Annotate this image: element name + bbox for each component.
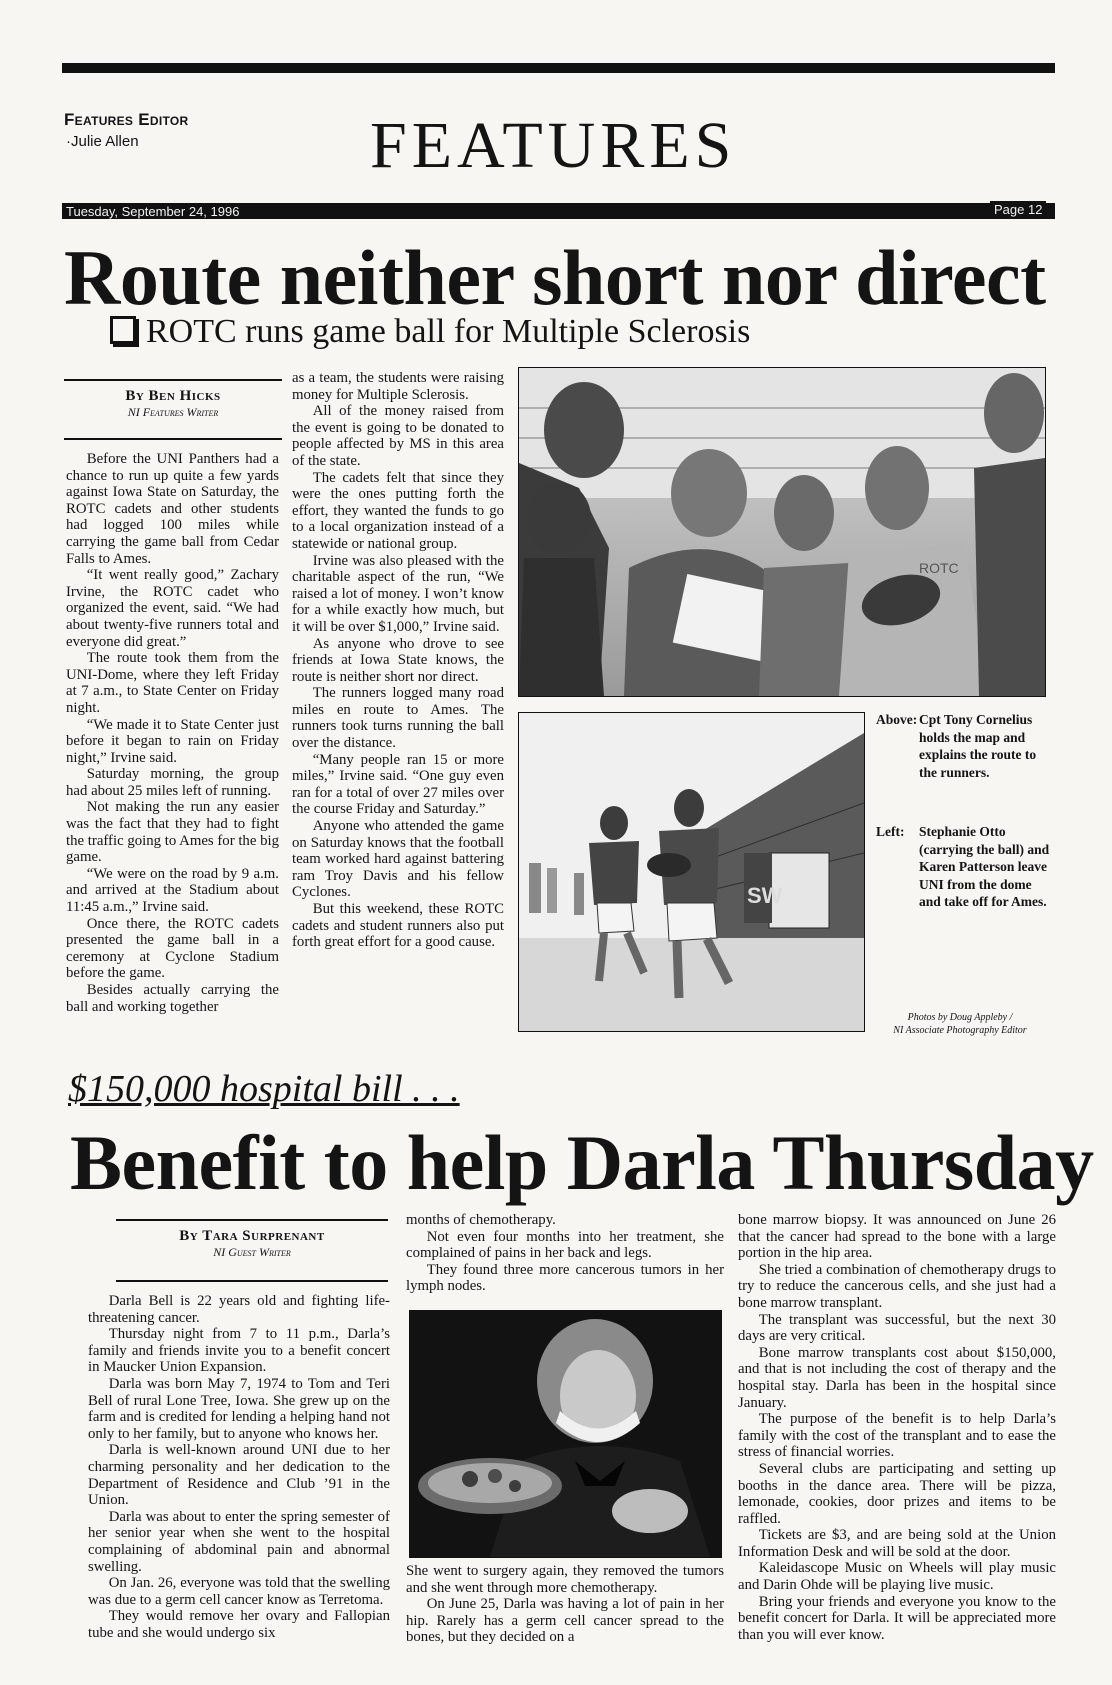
paragraph: The cadets felt that since they were the ones putting forth the effort, they wanted the funds to go to a local organization instead of a statewide or national group. <box>292 469 504 552</box>
paragraph: “It went really good,” Zachary Irvine, the ROTC cadet who organized the event, said. “We had about twenty-five runners total and everyone did great.” <box>66 567 279 650</box>
paragraph: The purpose of the benefit is to help Darla’s family with the cost of the transplant and to ease the stress of financial worries. <box>738 1411 1056 1461</box>
story2-column-1 <box>88 1293 390 1641</box>
paragraph: Anyone who attended the game on Saturday knows that the football team worked hard against battering ram Troy Davis and his fellow Cyclones. <box>292 818 504 901</box>
paragraph: Darla was born May 7, 1974 to Tom and Teri Bell of rural Lone Tree, Iowa. She grew up on the farm and is credited for lending a helping hand not only to her family, but to anyone who knows her. <box>88 1375 390 1442</box>
byline-rule-bottom <box>64 438 282 440</box>
editor-name: Julie Allen <box>71 133 139 150</box>
photo-bottom-sign: SW <box>747 883 783 908</box>
section-title: FEATURES <box>370 109 737 182</box>
caption-above-text: Cpt Tony Cornelius holds the map and explains the route to the runners. <box>919 712 1037 780</box>
paragraph: as a team, the students were raising money for Multiple Sclerosis. <box>292 370 504 403</box>
paragraph: Saturday morning, the group had about 25 miles left of running. <box>66 766 279 799</box>
byline2-rule-bottom <box>116 1280 388 1282</box>
story2-column-3 <box>738 1212 1056 1643</box>
photo-credit-line-2: NI Associate Photography Editor <box>893 1025 1027 1036</box>
byline-title: NI Features Writer <box>127 405 219 419</box>
photo-credit <box>870 1011 1050 1037</box>
paragraph: Darla Bell is 22 years old and fighting life-threatening cancer. <box>88 1293 390 1326</box>
paragraph: months of chemotherapy. <box>406 1212 556 1228</box>
paragraph: The route took them from the UNI-Dome, where they left Friday at 7 a.m., to State Center on Friday night. <box>66 650 279 716</box>
paragraph: “Many people ran 15 or more miles,” Irvine said. “One guy even ran for a total of over 27 miles over the course Friday and Saturday.” <box>292 751 504 818</box>
byline-block <box>64 388 282 420</box>
headline-route: Route neither short nor direct <box>64 234 1046 321</box>
byline-rule-top <box>64 379 282 381</box>
photo-cadets-map <box>518 367 1046 697</box>
byline-author: By Ben Hicks <box>125 388 221 404</box>
caption-left-text: Stephanie Otto (carrying the ball) and Karen Patterson leave UNI from the dome and take off for Ames. <box>919 824 1050 909</box>
subhead: ROTC runs game ball for Multiple Sclerosis <box>146 313 751 350</box>
editor-label: Features Editor <box>64 110 189 129</box>
story1-column-2 <box>292 370 504 951</box>
paragraph: Not even four months into her treatment, she complained of pains in her back and legs. <box>406 1228 724 1262</box>
caption-above <box>876 711 1051 781</box>
top-rule <box>62 63 1055 73</box>
story2-column-2-top <box>406 1212 724 1295</box>
editor-name-line <box>66 133 139 150</box>
story2-column-2-bottom <box>406 1563 724 1646</box>
subhead-line <box>110 312 750 352</box>
paragraph: She tried a combination of chemotherapy drugs to try to reduce the cancerous cells, and she just had a bone marrow transplant. <box>738 1261 1056 1311</box>
photo-darla-graphic <box>410 1311 721 1557</box>
bullet: · <box>66 133 71 150</box>
caption-above-label: Above: <box>876 712 918 727</box>
byline2-author: By Tara Surprenant <box>179 1228 325 1244</box>
photo-cadets-map-graphic <box>519 368 1045 696</box>
paragraph: The transplant was successful, but the next 30 days are very critical. <box>738 1311 1056 1345</box>
paragraph: “We made it to State Center just before it began to rain on Friday night,” Irvine said. <box>66 716 279 766</box>
paragraph: Bone marrow transplants cost about $150,000, and that is not including the cost of therapy and the hospital stay. Darla has been in the hospital since January. <box>738 1344 1056 1411</box>
checkbox-square-icon <box>110 316 136 344</box>
photo-runners <box>518 712 865 1032</box>
paragraph: As anyone who drove to see friends at Iowa State knows, the route is neither short nor direct. <box>292 635 504 685</box>
paragraph: Several clubs are participating and setting up booths in the dance area. There will be pizza, lemonade, cookies, door prizes and items to be raffled. <box>738 1460 1056 1527</box>
paragraph: The runners logged many road miles en route to Ames. The runners took turns running the ball over the distance. <box>292 685 504 752</box>
kicker: $150,000 hospital bill . . . <box>68 1068 460 1110</box>
paragraph: Darla was about to enter the spring semester of her senior year when she went to the hospital complaining of abdominal pain and abnormal swelling. <box>88 1508 390 1575</box>
paragraph: Besides actually carrying the ball and working together <box>66 982 279 1015</box>
paragraph: They would remove her ovary and Fallopian tube and she would undergo six <box>88 1608 390 1641</box>
byline2-block <box>116 1228 388 1260</box>
date-label: Tuesday, September 24, 1996 <box>66 204 240 219</box>
paragraph: “We were on the road by 9 a.m. and arrived at the Stadium about 11:45 a.m.,” Irvine said. <box>66 865 279 916</box>
paragraph: But this weekend, these ROTC cadets and student runners also put forth great effort for a good cause. <box>292 901 504 951</box>
photo-credit-line-1: Photos by Doug Appleby / <box>907 1012 1013 1023</box>
paragraph: Bring your friends and everyone you know to the benefit concert for Darla. It will be appreciated more than you will ever know. <box>738 1593 1056 1643</box>
paragraph: Kaleidascope Music on Wheels will play music and Darin Ohde will be playing live music. <box>738 1560 1056 1594</box>
byline2-rule-top <box>116 1219 388 1221</box>
paragraph: On Jan. 26, everyone was told that the swelling was due to a germ cell cancer know as Terretoma. <box>88 1575 390 1608</box>
paragraph: She went to surgery again, they removed the tumors and she went through more chemotherapy. <box>406 1563 724 1596</box>
paragraph: Tickets are $3, and are being sold at the Union Information Desk and will be sold at the door. <box>738 1527 1056 1560</box>
photo-runners-graphic <box>519 713 864 1031</box>
paragraph: bone marrow biopsy. It was announced on June 26 that the cancer had spread to the bone with a large portion in the hip area. <box>738 1212 1056 1262</box>
paragraph: Before the UNI Panthers had a chance to run up quite a few yards against Iowa State on Saturday, the ROTC cadets and other students had logged 100 miles while carrying the game ball from Cedar Falls to Ames. <box>66 451 279 567</box>
headline-benefit: Benefit to help Darla Thursday <box>70 1119 1094 1206</box>
paragraph: All of the money raised from the event is going to be donated to people affected by MS in this area of the state. <box>292 403 504 469</box>
paragraph: On June 25, Darla was having a lot of pain in her hip. Rarely has a germ cell cancer spread to the bones, but they decided on a <box>406 1596 724 1646</box>
photo-top-sign: ROTC <box>919 560 959 576</box>
paragraph: Not making the run any easier was the fact that they had to fight the traffic going to Ames for the big game. <box>66 799 280 866</box>
caption-left <box>876 823 1051 911</box>
caption-left-label: Left: <box>876 824 905 839</box>
paragraph: Irvine was also pleased with the charitable aspect of the run, “We raised a lot of money. I won’t know for a while exactly how much, but it will be over $1,000,” Irvine said. <box>292 552 504 635</box>
paragraph: Darla is well-known around UNI due to her charming personality and her dedication to the Department of Residence and Club ’91 in the Union. <box>88 1442 390 1509</box>
page-number: Page 12 <box>990 201 1046 218</box>
paragraph: Once there, the ROTC cadets presented the game ball in a ceremony at Cyclone Stadium before the game. <box>66 915 279 982</box>
photo-darla <box>409 1310 722 1558</box>
paragraph: They found three more cancerous tumors in her lymph nodes. <box>406 1261 724 1295</box>
story1-column-1 <box>66 451 279 1015</box>
paragraph: Thursday night from 7 to 11 p.m., Darla’s family and friends invite you to a benefit concert in Maucker Union Expansion. <box>88 1326 390 1376</box>
byline2-title: NI Guest Writer <box>213 1245 291 1259</box>
